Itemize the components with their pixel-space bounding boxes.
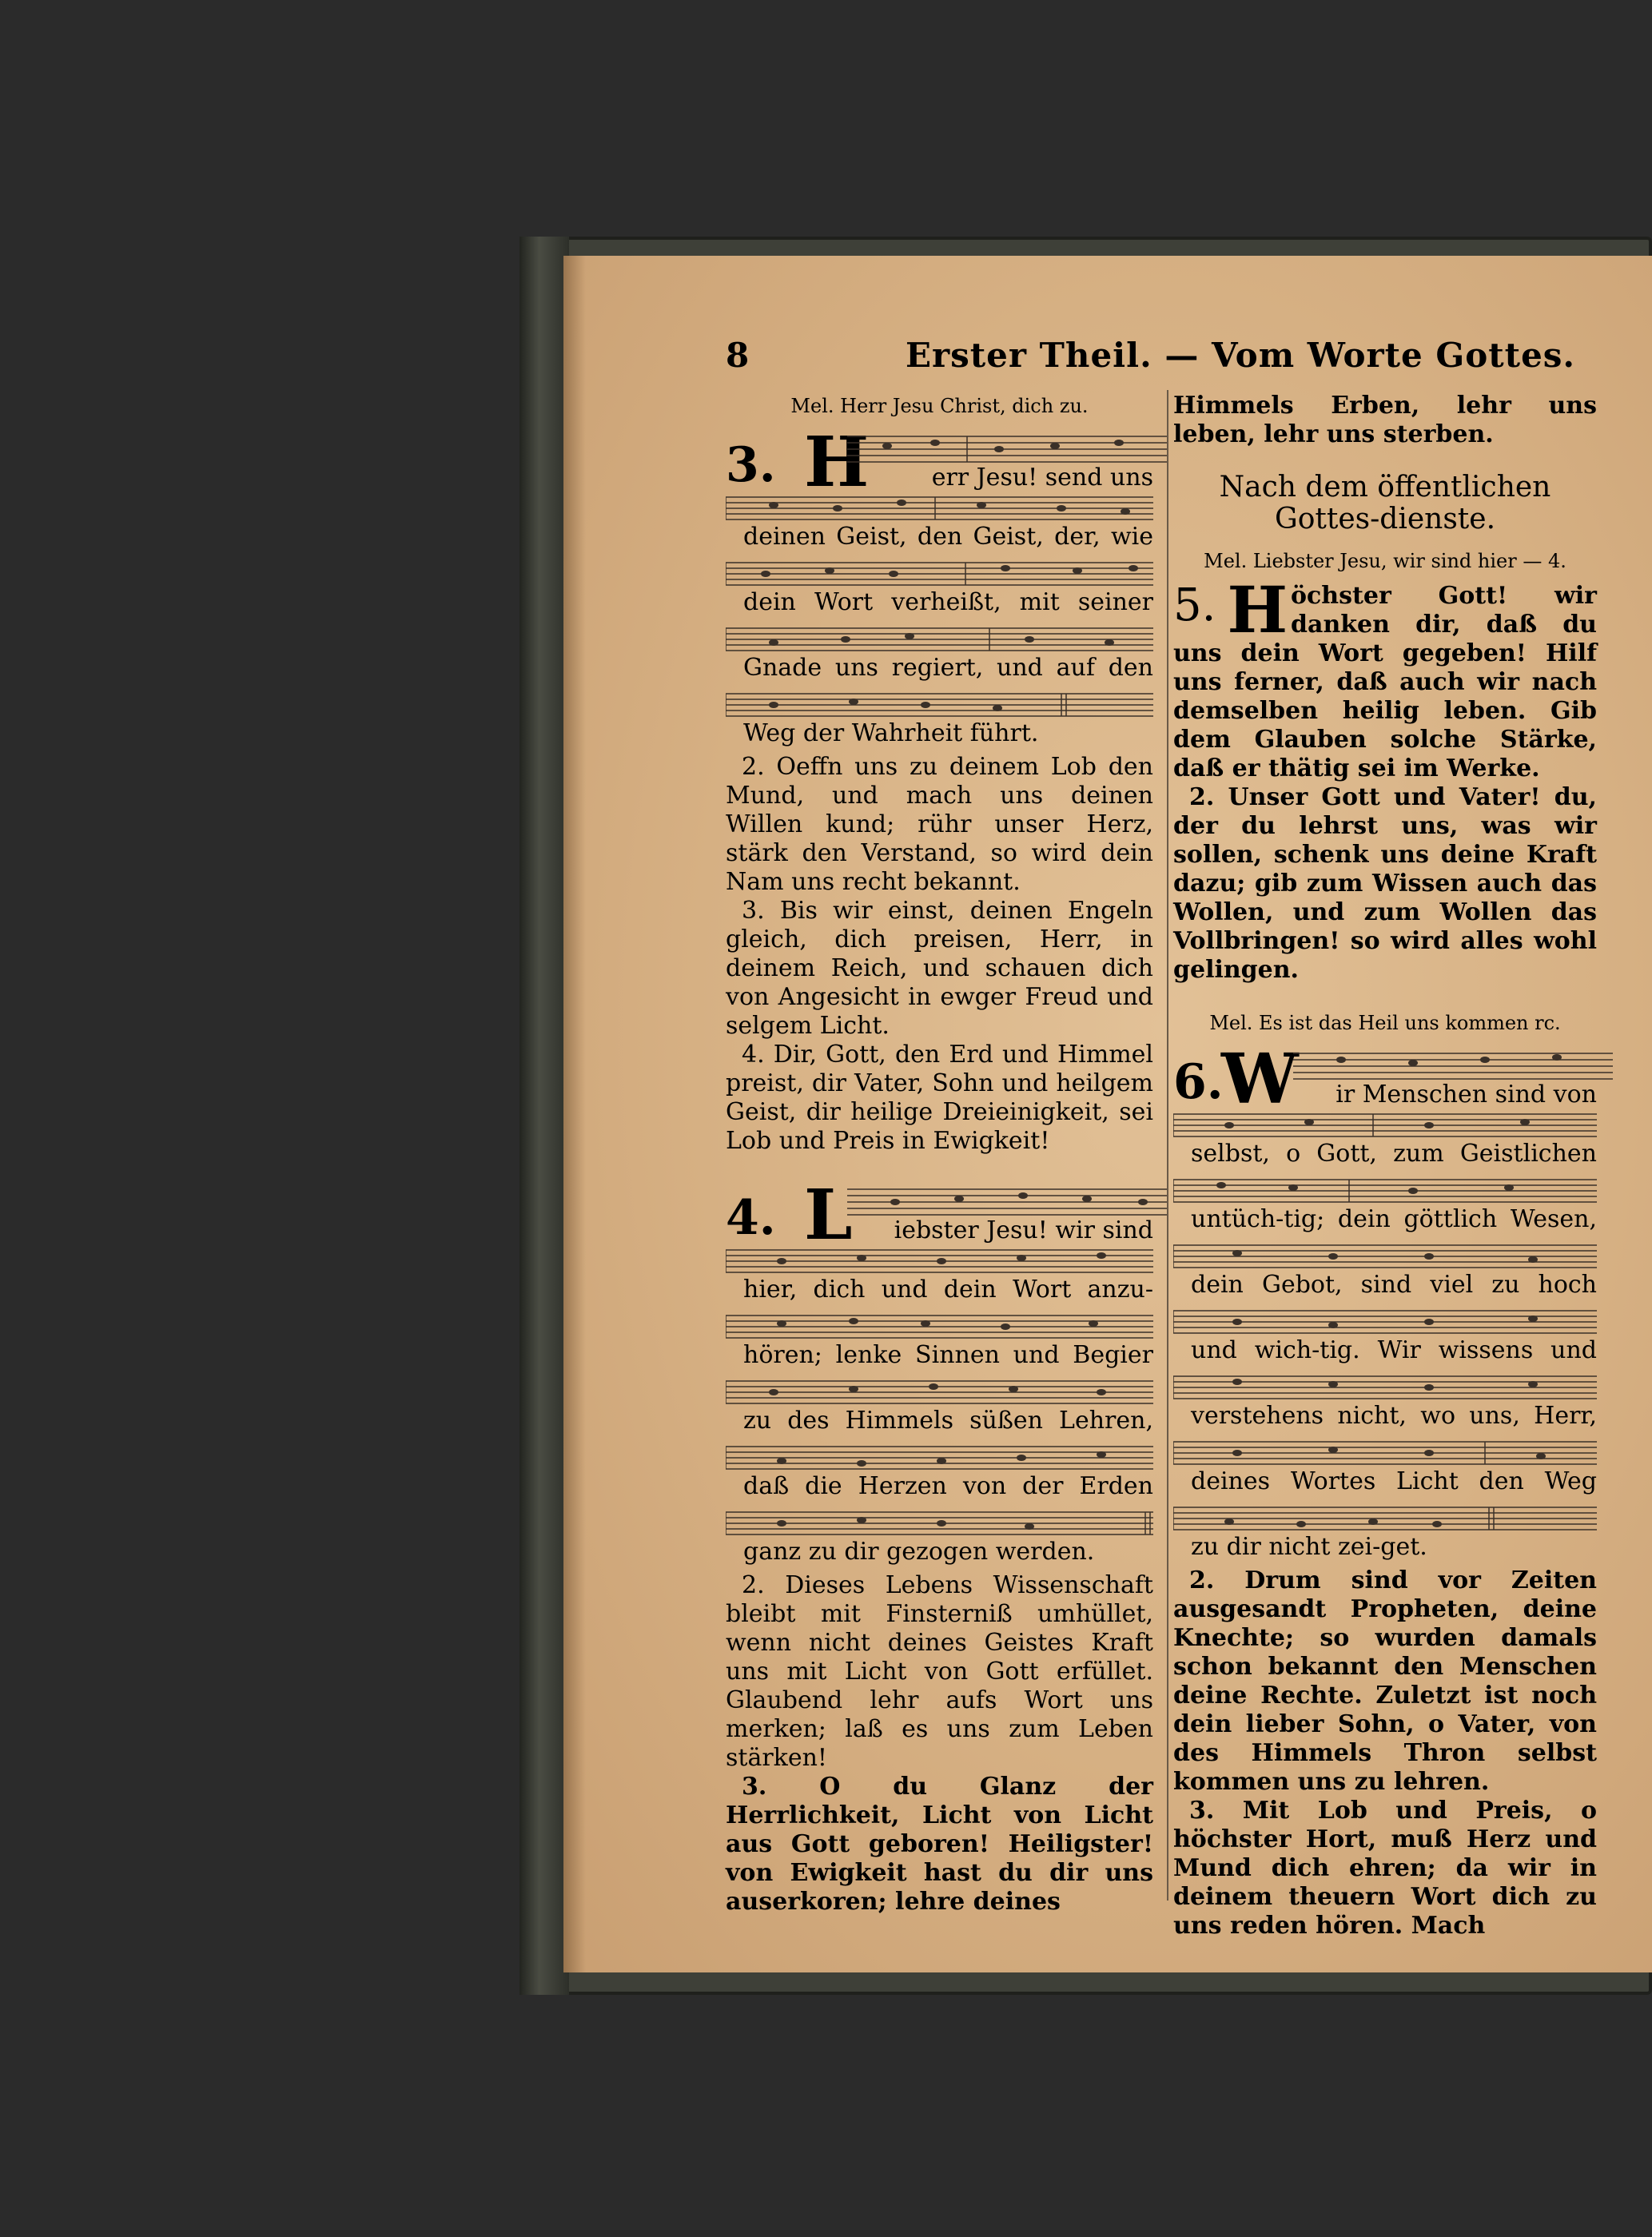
- lyric-line: verstehens nicht, wo uns, Herr,: [1191, 1402, 1597, 1430]
- lyric-line: Gnade uns regiert, und auf den: [743, 654, 1153, 682]
- lyric-line: err Jesu! send uns: [931, 464, 1153, 492]
- lyric-line: zu dir nicht zei-get.: [1191, 1533, 1427, 1561]
- hymn-4: [726, 1175, 1153, 1917]
- staff-row: [726, 1244, 1153, 1309]
- hymn-3: [726, 392, 1153, 1156]
- music-staff: [1173, 1309, 1597, 1335]
- hymn-number: 4.: [726, 1190, 776, 1246]
- lyric-line: ir Menschen sind von: [1336, 1081, 1597, 1109]
- column-divider: [1167, 390, 1168, 1901]
- verse: 3. Mit Lob und Preis, o höchster Hort, muß Herz und Mund dich ehren; da wir in deinem theuern Wort dich zu uns reden hören. Mach: [1173, 1797, 1597, 1940]
- staff-row: [726, 1506, 1153, 1571]
- running-title: Erster Theil. — Vom Worte Gottes.: [906, 336, 1576, 375]
- verse-continuation: Himmels Erben, lehr uns leben, lehr uns sterben.: [1173, 392, 1597, 448]
- hymn-head: [726, 1175, 1153, 1256]
- lyric-line: hören; lenke Sinnen und Begier: [743, 1341, 1153, 1369]
- music-staff: [847, 1186, 1167, 1218]
- page-gutter-shadow: [563, 256, 586, 1972]
- page-number: 8: [726, 336, 750, 375]
- staff-row: [726, 622, 1153, 687]
- hymn-5: [1173, 547, 1597, 985]
- music-staff: [726, 1248, 1153, 1274]
- staff-row: [726, 556, 1153, 622]
- music-staff: [726, 1314, 1153, 1339]
- lyric-line: selbst, o Gott, zum Geistlichen: [1191, 1140, 1597, 1168]
- music-staff: [1173, 1178, 1597, 1204]
- staff-row: [726, 1309, 1153, 1375]
- music-staff: [726, 561, 1153, 587]
- lyric-line: iebster Jesu! wir sind: [894, 1216, 1153, 1244]
- lyric-line: deines Wortes Licht den Weg: [1191, 1467, 1597, 1495]
- lyric-line: zu des Himmels süßen Lehren,: [743, 1407, 1153, 1435]
- staff-row: [726, 1440, 1153, 1506]
- book-spine-edge: [519, 237, 569, 1995]
- melody-note: Mel. Es ist das Heil uns kommen rc.: [1209, 1012, 1561, 1034]
- lyric-line: Weg der Wahrheit führt.: [743, 719, 1039, 747]
- music-staff: [1173, 1113, 1597, 1138]
- melody-note: Mel. Herr Jesu Christ, dich zu.: [790, 395, 1089, 417]
- drop-initial: H: [1227, 572, 1288, 647]
- section-title: Nach dem öffentlichen Gottes-dienste.: [1219, 471, 1551, 535]
- verse: 3. O du Glanz der Herrlichkeit, Licht von Licht aus Gott geboren! Heiligster! von Ewigkeit hast du dir uns auserkoren; lehre deines: [726, 1773, 1153, 1916]
- verse: 4. Dir, Gott, den Erd und Himmel preist, dir Vater, Sohn und heilgem Geist, dir heilige Dreieinigkeit, sei Lob und Preis in Ewigkeit!: [726, 1041, 1153, 1155]
- music-staff: [726, 1379, 1153, 1405]
- staff-row: [1173, 1370, 1597, 1435]
- hymn-head: [1173, 1039, 1597, 1120]
- lyric-line: deinen Geist, den Geist, der, wie: [743, 523, 1153, 551]
- staff-row: [1173, 1173, 1597, 1239]
- drop-initial: L: [804, 1175, 853, 1256]
- verse: 3. Bis wir einst, deinen Engeln gleich, dich preisen, Herr, in deinem Reich, und schauen dich von Angesicht in ewger Freud und selgem Licht.: [726, 897, 1153, 1040]
- music-staff: [1293, 1050, 1613, 1082]
- verse: öchster Gott! wir danken dir, daß du uns dein Wort gegeben! Hilf uns ferner, daß auch wir nach demselben heilig leben. Gib dem Glauben solche Stärke, daß er thätig sei im Werke.: [1173, 582, 1597, 782]
- lyric-line: dein Wort verheißt, mit seiner: [743, 588, 1153, 616]
- hymn-head: [726, 422, 1153, 503]
- hymn-number: 5.: [1173, 579, 1216, 631]
- staff-row: [1173, 1304, 1597, 1370]
- hymn-number: 3.: [726, 437, 776, 493]
- right-column: [1173, 392, 1597, 1940]
- staff-row: [1173, 1239, 1597, 1304]
- drop-initial: H: [804, 422, 870, 503]
- left-column: [726, 392, 1153, 1917]
- lyric-line: hier, dich und dein Wort anzu-: [743, 1276, 1153, 1304]
- music-staff: [726, 1511, 1153, 1536]
- music-staff: [1173, 1375, 1597, 1400]
- drop-initial: W: [1221, 1039, 1299, 1120]
- staff-row: [1173, 1501, 1597, 1566]
- lyric-line: dein Gebot, sind viel zu hoch: [1191, 1271, 1597, 1299]
- music-staff: [726, 692, 1153, 718]
- staff-row: [726, 1375, 1153, 1440]
- music-staff: [847, 433, 1167, 465]
- hymn-6: [1173, 1009, 1597, 1940]
- music-staff: [726, 1445, 1153, 1471]
- music-staff: [726, 496, 1153, 521]
- staff-row: [726, 491, 1153, 556]
- staff-row: [1173, 1108, 1597, 1173]
- hymn-number: 6.: [1173, 1054, 1224, 1110]
- verse: 2. Oeffn uns zu deinem Lob den Mund, und mach uns deinen Willen kund; rühr unser Herz, stärk den Verstand, so wird dein Nam uns recht bekannt.: [726, 753, 1153, 896]
- music-staff: [726, 627, 1153, 652]
- lyric-line: und wich-tig. Wir wissens und: [1191, 1336, 1597, 1364]
- verse: 2. Drum sind vor Zeiten ausgesandt Propheten, deine Knechte; so wurden damals schon bekannt den Menschen deine Rechte. Zuletzt ist noch dein lieber Sohn, o Vater, von des Himmels Thron selbst kommen uns zu lehren.: [1173, 1566, 1597, 1796]
- staff-row: [1173, 1435, 1597, 1501]
- music-staff: [1173, 1244, 1597, 1269]
- hymn-head: [1173, 572, 1597, 783]
- verse: 2. Unser Gott und Vater! du, der du lehrst uns, was wir sollen, schenk uns deine Kraft dazu; gib zum Wissen auch das Wollen, und zum Wollen das Vollbringen! so wird alles wohl gelingen.: [1173, 783, 1597, 984]
- lyric-line: ganz zu dir gezogen werden.: [743, 1538, 1095, 1566]
- melody-note: Mel. Liebster Jesu, wir sind hier — 4.: [1204, 550, 1566, 572]
- staff-row: [726, 687, 1153, 753]
- verse: 2. Dieses Lebens Wissenschaft bleibt mit Finsterniß umhüllet, wenn nicht deines Geistes Kraft uns mit Licht von Gott erfüllet. Glaubend lehr aufs Wort uns merken; laß es uns zum Leben stärken!: [726, 1571, 1153, 1772]
- lyric-line: untüch-tig; dein göttlich Wesen,: [1191, 1205, 1597, 1233]
- page-header: [726, 336, 1597, 384]
- music-staff: [1173, 1506, 1597, 1531]
- music-staff: [1173, 1440, 1597, 1466]
- lyric-line: daß die Herzen von der Erden: [743, 1472, 1153, 1500]
